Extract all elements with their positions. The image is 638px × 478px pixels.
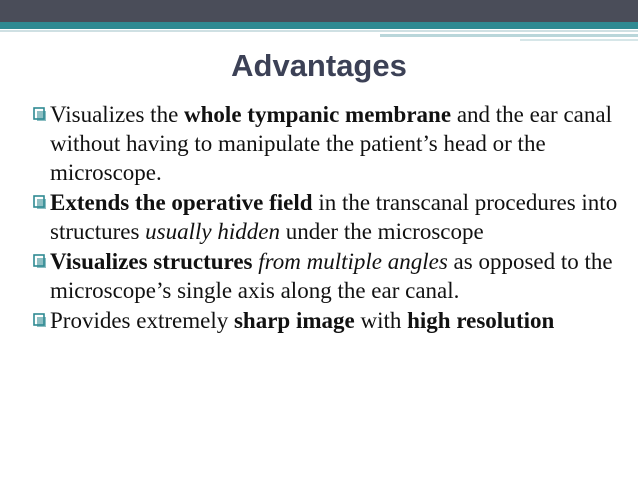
text-segment: in the transcanal procedures into structures — [50, 190, 618, 244]
bullet-list — [33, 100, 633, 336]
italic-segment: from multiple angles — [258, 249, 448, 274]
header-dark-bar — [0, 0, 638, 22]
checkbox-square-icon — [33, 313, 46, 327]
slide-title: Advantages — [231, 48, 407, 83]
bold-segment: whole tympanic membrane — [184, 102, 452, 127]
text-segment: and the ear canal without having to manipulate the patient’s head or the microscope. — [50, 102, 612, 185]
bullet-item — [33, 188, 633, 246]
bullet-item — [33, 306, 633, 335]
bullet-text — [50, 190, 617, 244]
header-accent-line — [0, 30, 638, 32]
checkbox-square-icon — [33, 107, 46, 121]
text-segment: with — [354, 308, 408, 333]
bold-segment: Extends the operative field — [50, 190, 313, 215]
bullet-item — [33, 100, 633, 187]
header-accent-line — [520, 39, 638, 41]
text-segment: as opposed to the microscope’s single axis along the ear canal. — [50, 249, 613, 303]
header-accent-line — [380, 34, 638, 37]
bullet-text — [50, 249, 613, 303]
text-segment: Visualizes the — [50, 102, 185, 127]
bullet-item — [33, 247, 633, 305]
bold-segment: sharp image — [233, 308, 355, 333]
bold-segment: high resolution — [407, 308, 555, 333]
bullet-text — [50, 102, 612, 185]
bold-segment: Visualizes structures — [50, 249, 253, 274]
italic-segment: usually hidden — [145, 219, 280, 244]
bullet-text — [50, 308, 554, 333]
checkbox-square-icon — [33, 254, 46, 268]
checkbox-square-icon — [33, 195, 46, 209]
text-segment: Provides extremely — [50, 308, 234, 333]
header-teal-bar — [0, 22, 638, 29]
text-segment: under the microscope — [279, 219, 484, 244]
